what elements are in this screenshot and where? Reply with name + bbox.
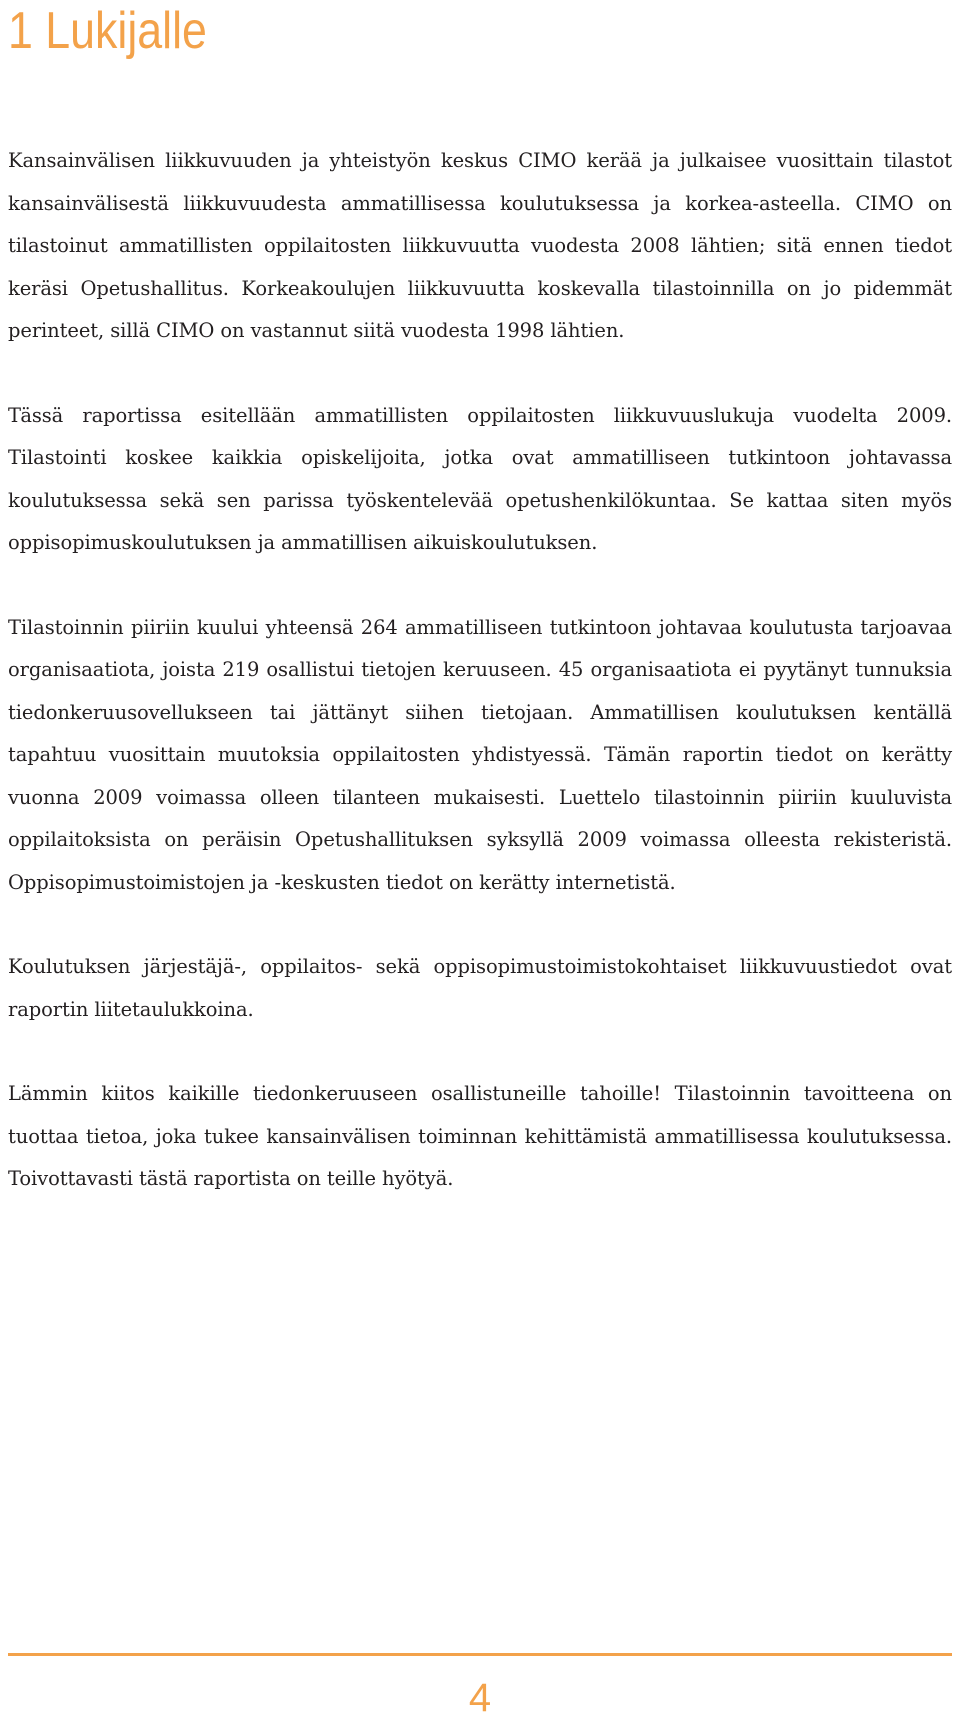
paragraph-organisations: Tilastoinnin piiriin kuului yhteensä 264 ammatilliseen tutkintoon johtavaa koulutusta tarjoavaa organisaatiota, joista 219 osallistui tietojen keruuseen. 45 organisaatiota ei pyytänyt tunnuksia tiedonkeruusovellukseen tai jättänyt siihen tietojaan. Ammatillisen koulutuksen kentällä tapahtuu vuosittain muutoksia oppilaitosten yhdistyessä. Tämän raportin tiedot on kerätty vuonna 2009 voimassa olleen tilanteen mukaisesti. Luettelo tilastoinnin piiriin kuuluvista oppilaitoksista on peräisin Opetushallituksen syksyllä 2009 voimassa olleesta rekisteristä. Oppisopimustoimistojen ja -keskusten tiedot on kerätty internetistä. (8, 615, 952, 894)
paragraph-thanks: Lämmin kiitos kaikille tiedonkeruuseen osallistuneille tahoille! Tilastoinnin tavoitteena on tuottaa tietoa, joka tukee kansainvälisen toiminnan kehittämistä ammatillisessa koulutuksessa. Toivottavasti tästä raportista on teille hyötyä. (8, 1082, 952, 1190)
body-text (8, 140, 952, 1243)
page-title: 1 Lukijalle (8, 2, 207, 60)
page-number: 4 (468, 1676, 492, 1720)
footer-divider (8, 1653, 952, 1656)
paragraph-intro: Kansainvälisen liikkuvuuden ja yhteistyön keskus CIMO kerää ja julkaisee vuosittain tilastot kansainvälisestä liikkuvuudesta ammatillisessa koulutuksessa ja korkea-asteella. CIMO on tilastoinut ammatillisten oppilaitosten liikkuvuutta vuodesta 2008 lähtien; sitä ennen tiedot keräsi Opetushallitus. Korkeakoulujen liikkuvuutta koskevalla tilastoinnilla on jo pidemmät perinteet, sillä CIMO on vastannut siitä vuodesta 1998 lähtien. (8, 149, 952, 342)
paragraph-scope: Tässä raportissa esitellään ammatillisten oppilaitosten liikkuvuuslukuja vuodelta 2009. Tilastointi koskee kaikkia opiskelijoita, jotka ovat ammatilliseen tutkintoon johtavassa koulutuksessa sekä sen parissa työskentelevää opetushenkilökuntaa. Se kattaa siten myös oppisopimuskoulutuksen ja ammatillisen aikuiskoulutuksen. (8, 403, 952, 554)
paragraph-appendix: Koulutuksen järjestäjä-, oppilaitos- sekä oppisopimustoimistokohtaiset liikkuvuustiedot ovat raportin liitetaulukkoina. (8, 955, 952, 1021)
